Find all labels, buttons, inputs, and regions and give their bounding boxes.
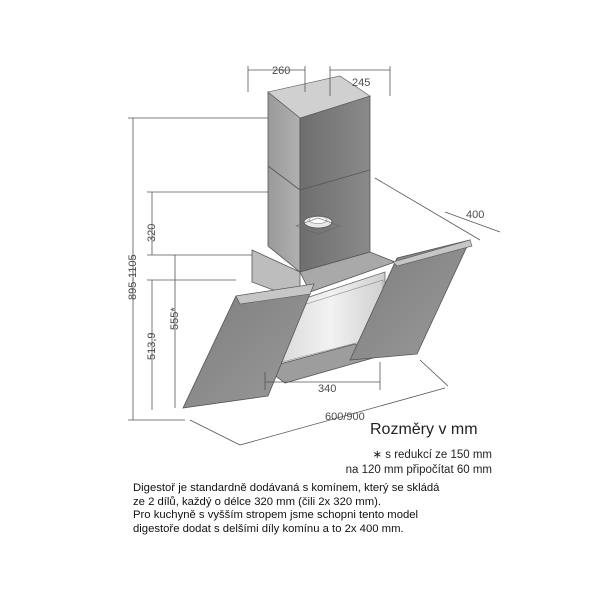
- dim-chimney-segment: 320: [146, 223, 158, 242]
- dim-bottom-width: 340: [318, 383, 337, 395]
- dim-top-depth: 245: [352, 77, 371, 89]
- description-line-3: Pro kuchyně s vyšším stropem jsme schopni tento model: [133, 509, 419, 522]
- dim-total-height: 895-1105: [127, 254, 139, 300]
- chimney-front: [300, 96, 370, 272]
- hood-drawing: [183, 76, 472, 408]
- description-line-4: digestoře dodat s delšími díly komínu a to 2x 400 mm.: [133, 522, 404, 535]
- dim-width: 600/900: [325, 411, 365, 423]
- note-line-1: ∗ s redukcí ze 150 mm: [372, 449, 492, 461]
- legend-title: Rozměry v mm: [370, 421, 478, 438]
- description-line-1: Digestoř je standardně dodávaná s komínem, který se skládá: [133, 482, 440, 494]
- description-text: [133, 482, 513, 536]
- dim-top-width: 260: [272, 65, 291, 77]
- description-line-2: ze 2 dílů, každý o délce 320 mm (čili 2x 320 mm).: [133, 495, 382, 508]
- dim-depth: 400: [466, 209, 485, 221]
- dim-front-height: 555*: [169, 307, 181, 330]
- legend-notes: [322, 448, 492, 478]
- chimney-side: [268, 92, 300, 272]
- dim-body-height: 513,9: [146, 332, 158, 360]
- note-line-2: na 120 mm připočítat 60 mm: [345, 464, 492, 476]
